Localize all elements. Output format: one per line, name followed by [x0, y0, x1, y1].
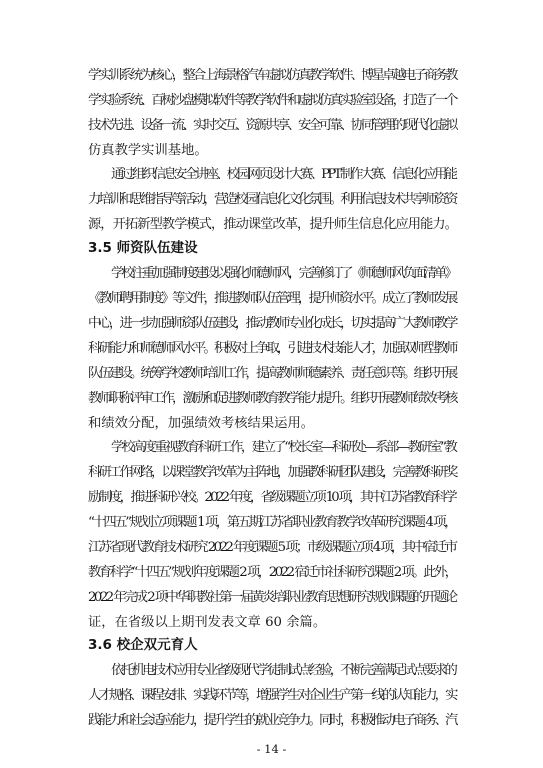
- text-line: 队伍建设。统筹学校教师培训工作，提高教师师德素养、责任意识等。组织开展: [88, 366, 456, 381]
- text-line: 科研工作网络，以课堂教学改革为主阵地，加强教科研团队建设，完善教科研奖: [88, 465, 456, 480]
- text-line: 仿真教学实训基地。: [88, 143, 208, 158]
- text-line: 教师职称评审工作，激励和促进教师教育教学能力提升。组织开展教师绩效考核: [88, 391, 456, 406]
- text-line: “十四五”规划立项课题 1 项，第五期江苏省职业教育教学改革研究课题 4 项，: [88, 515, 456, 530]
- text-line: 2022 年完成 2 项中华职教社第一届黄炎培职业教育思想研究规划课题的开题论: [88, 590, 456, 605]
- text-line: 学实验系统、百树沙盘模拟软件等教学软件和虚拟仿真实验室设备，打造了一个: [88, 93, 456, 108]
- text-line: 科研能力和师德师风水平。积极对上争取，引进技术技能人才，加强双师型教师: [88, 341, 456, 356]
- text-line: 励制度，推进科研兴校。2022 年度，省级课题立项 10 项，其中江苏省教育科学: [88, 490, 455, 505]
- text-line: 技术先进、设备一流、实时交互、资源共享、安全可靠、协同管理的现代化虚拟: [88, 118, 456, 133]
- text-line: 依托机电技术应用专业省级现代学徒制试点经验，不断完善满足试点要求的: [111, 663, 455, 678]
- text-line: 学校注重加强制度建设以强化师德师风，完善修订了《师德师风负面清单》: [111, 266, 455, 281]
- text-line: 源，开拓新型教学模式，推动课堂改革，提升师生信息化应用能力。: [88, 217, 457, 232]
- text-line: 证，在省级以上期刊发表文章 60 余篇。: [88, 615, 327, 630]
- text-line: 力培训和思维指导等活动，营造校园信息化文化氛围。利用信息技术共享师资资: [88, 192, 456, 207]
- page-number: - 14 -: [256, 742, 287, 756]
- text-line: 中心，进一步加强师资队伍建设，推动教师专业化成长，切实提高广大教师教学: [88, 316, 456, 331]
- text-line: 通过组织信息安全讲座、校园网页设计大赛、PPT制作大赛、信息化应用能: [111, 167, 456, 182]
- text-line: 践能力和社会适应能力，提升学生的就业竞争力。同时，积极推动电子商务、汽: [88, 713, 456, 728]
- text-line: 《教师聘用制度》等文件，推进教师队伍管理，提升师资水平。成立了教师发展: [88, 291, 456, 306]
- text-line: 教育科学“十四五”规划年度课题 2 项，2022 宿迁市社科研究课题 2 项。此外，: [88, 565, 456, 580]
- section-heading-3-5: 3.5 师资队伍建设: [88, 240, 198, 256]
- section-heading-3-6: 3.6 校企双元育人: [88, 637, 198, 653]
- text-line: 江苏省现代教育技术研究 2022 年度课题 5 项；市级课题立项 4 项，其中宿迁市: [88, 540, 456, 555]
- text-line: 人才规格、课程安排、实践环节等，增强学生对企业生产第一线的认知能力，实: [88, 688, 456, 703]
- text-line: 和绩效分配，加强绩效考核结果运用。: [88, 416, 315, 431]
- text-line: 学校高度重视教育科研工作，建立了“校长室—科研处—系部—教研室”教: [111, 440, 456, 455]
- text-line: 学实训系统为核心，整合上海景格汽车虚拟仿真教学软件、博星卓越电子商务教: [88, 68, 456, 83]
